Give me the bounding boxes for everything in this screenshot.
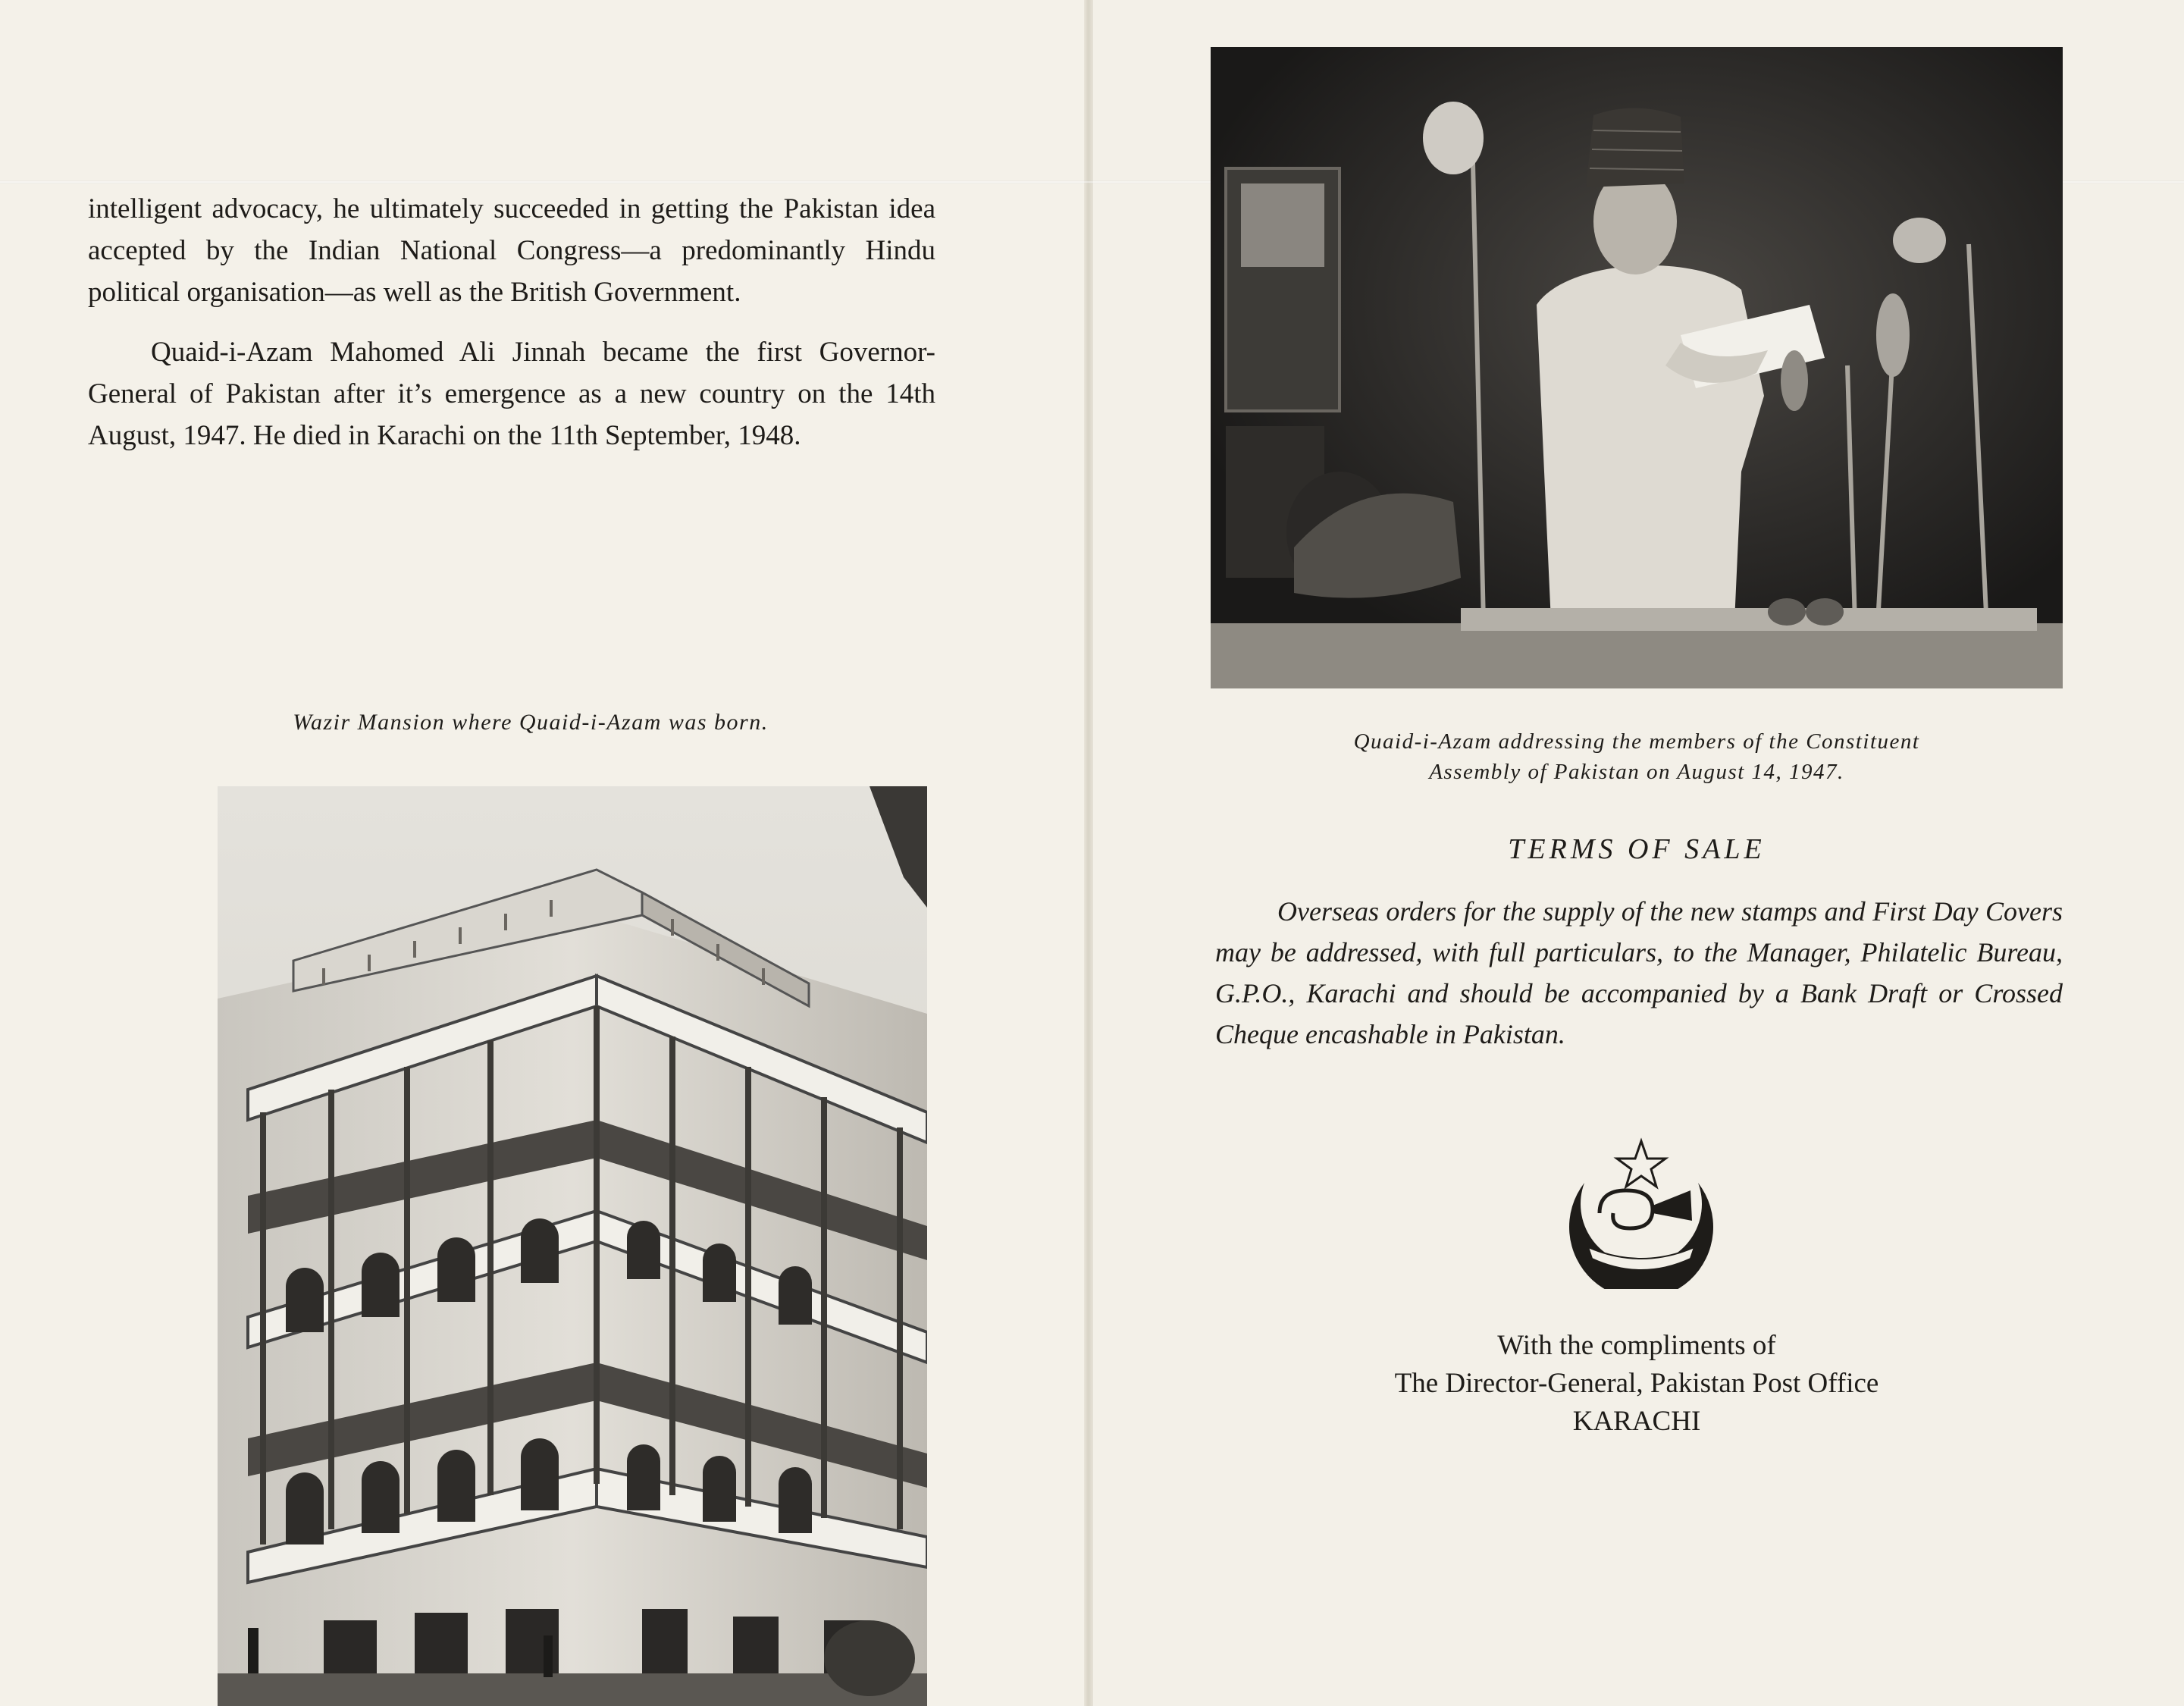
pakistan-post-emblem xyxy=(1554,1137,1728,1289)
speech-caption-line-2: Assembly of Pakistan on August 14, 1947. xyxy=(1429,760,1844,784)
terms-of-sale-heading: TERMS OF SALE xyxy=(1508,833,1766,865)
compliments-line-2: The Director-General, Pakistan Post Office xyxy=(1394,1368,1879,1399)
quaid-i-azam-addressing-assembly-photo xyxy=(1211,47,2063,688)
mansion-photo-image xyxy=(218,786,927,1706)
post-horn-crescent-icon xyxy=(1554,1137,1728,1289)
biography-paragraph-2: Quaid-i-Azam Mahomed Ali Jinnah became the first Governor-General of Pakistan after it’s emergence as a new country on the 14th August, 1947. He died in Karachi on the 11th September, 1948. xyxy=(88,337,935,451)
terms-paragraph: Overseas orders for the supply of the new stamps and First Day Covers may be addressed, with full particulars, to the Manager, Philatelic Bureau, G.P.O., Karachi and should be accompanied by a Bank Draft or Crossed Cheque encashable in Pakistan. xyxy=(1215,896,2063,1049)
speech-caption xyxy=(1211,726,2063,787)
biography-text xyxy=(88,188,935,456)
speech-photo-image xyxy=(1211,47,2063,688)
compliments-block xyxy=(1211,1327,2063,1441)
mansion-caption: Wazir Mansion where Quaid-i-Azam was born. xyxy=(293,710,769,735)
wazir-mansion-photo xyxy=(218,786,927,1706)
speech-caption-line-1: Quaid-i-Azam addressing the members of the Constituent xyxy=(1353,729,1920,754)
page-fold xyxy=(1084,0,1093,1706)
compliments-line-1: With the compliments of xyxy=(1497,1330,1776,1361)
terms-of-sale-text xyxy=(1215,891,2063,1055)
biography-paragraph-1: intelligent advocacy, he ultimately succeeded in getting the Pakistan idea accepted by the Indian National Congress—a predominantly Hindu political organisation—as well as the British Government. xyxy=(88,193,935,308)
compliments-line-3: KARACHI xyxy=(1572,1406,1701,1437)
